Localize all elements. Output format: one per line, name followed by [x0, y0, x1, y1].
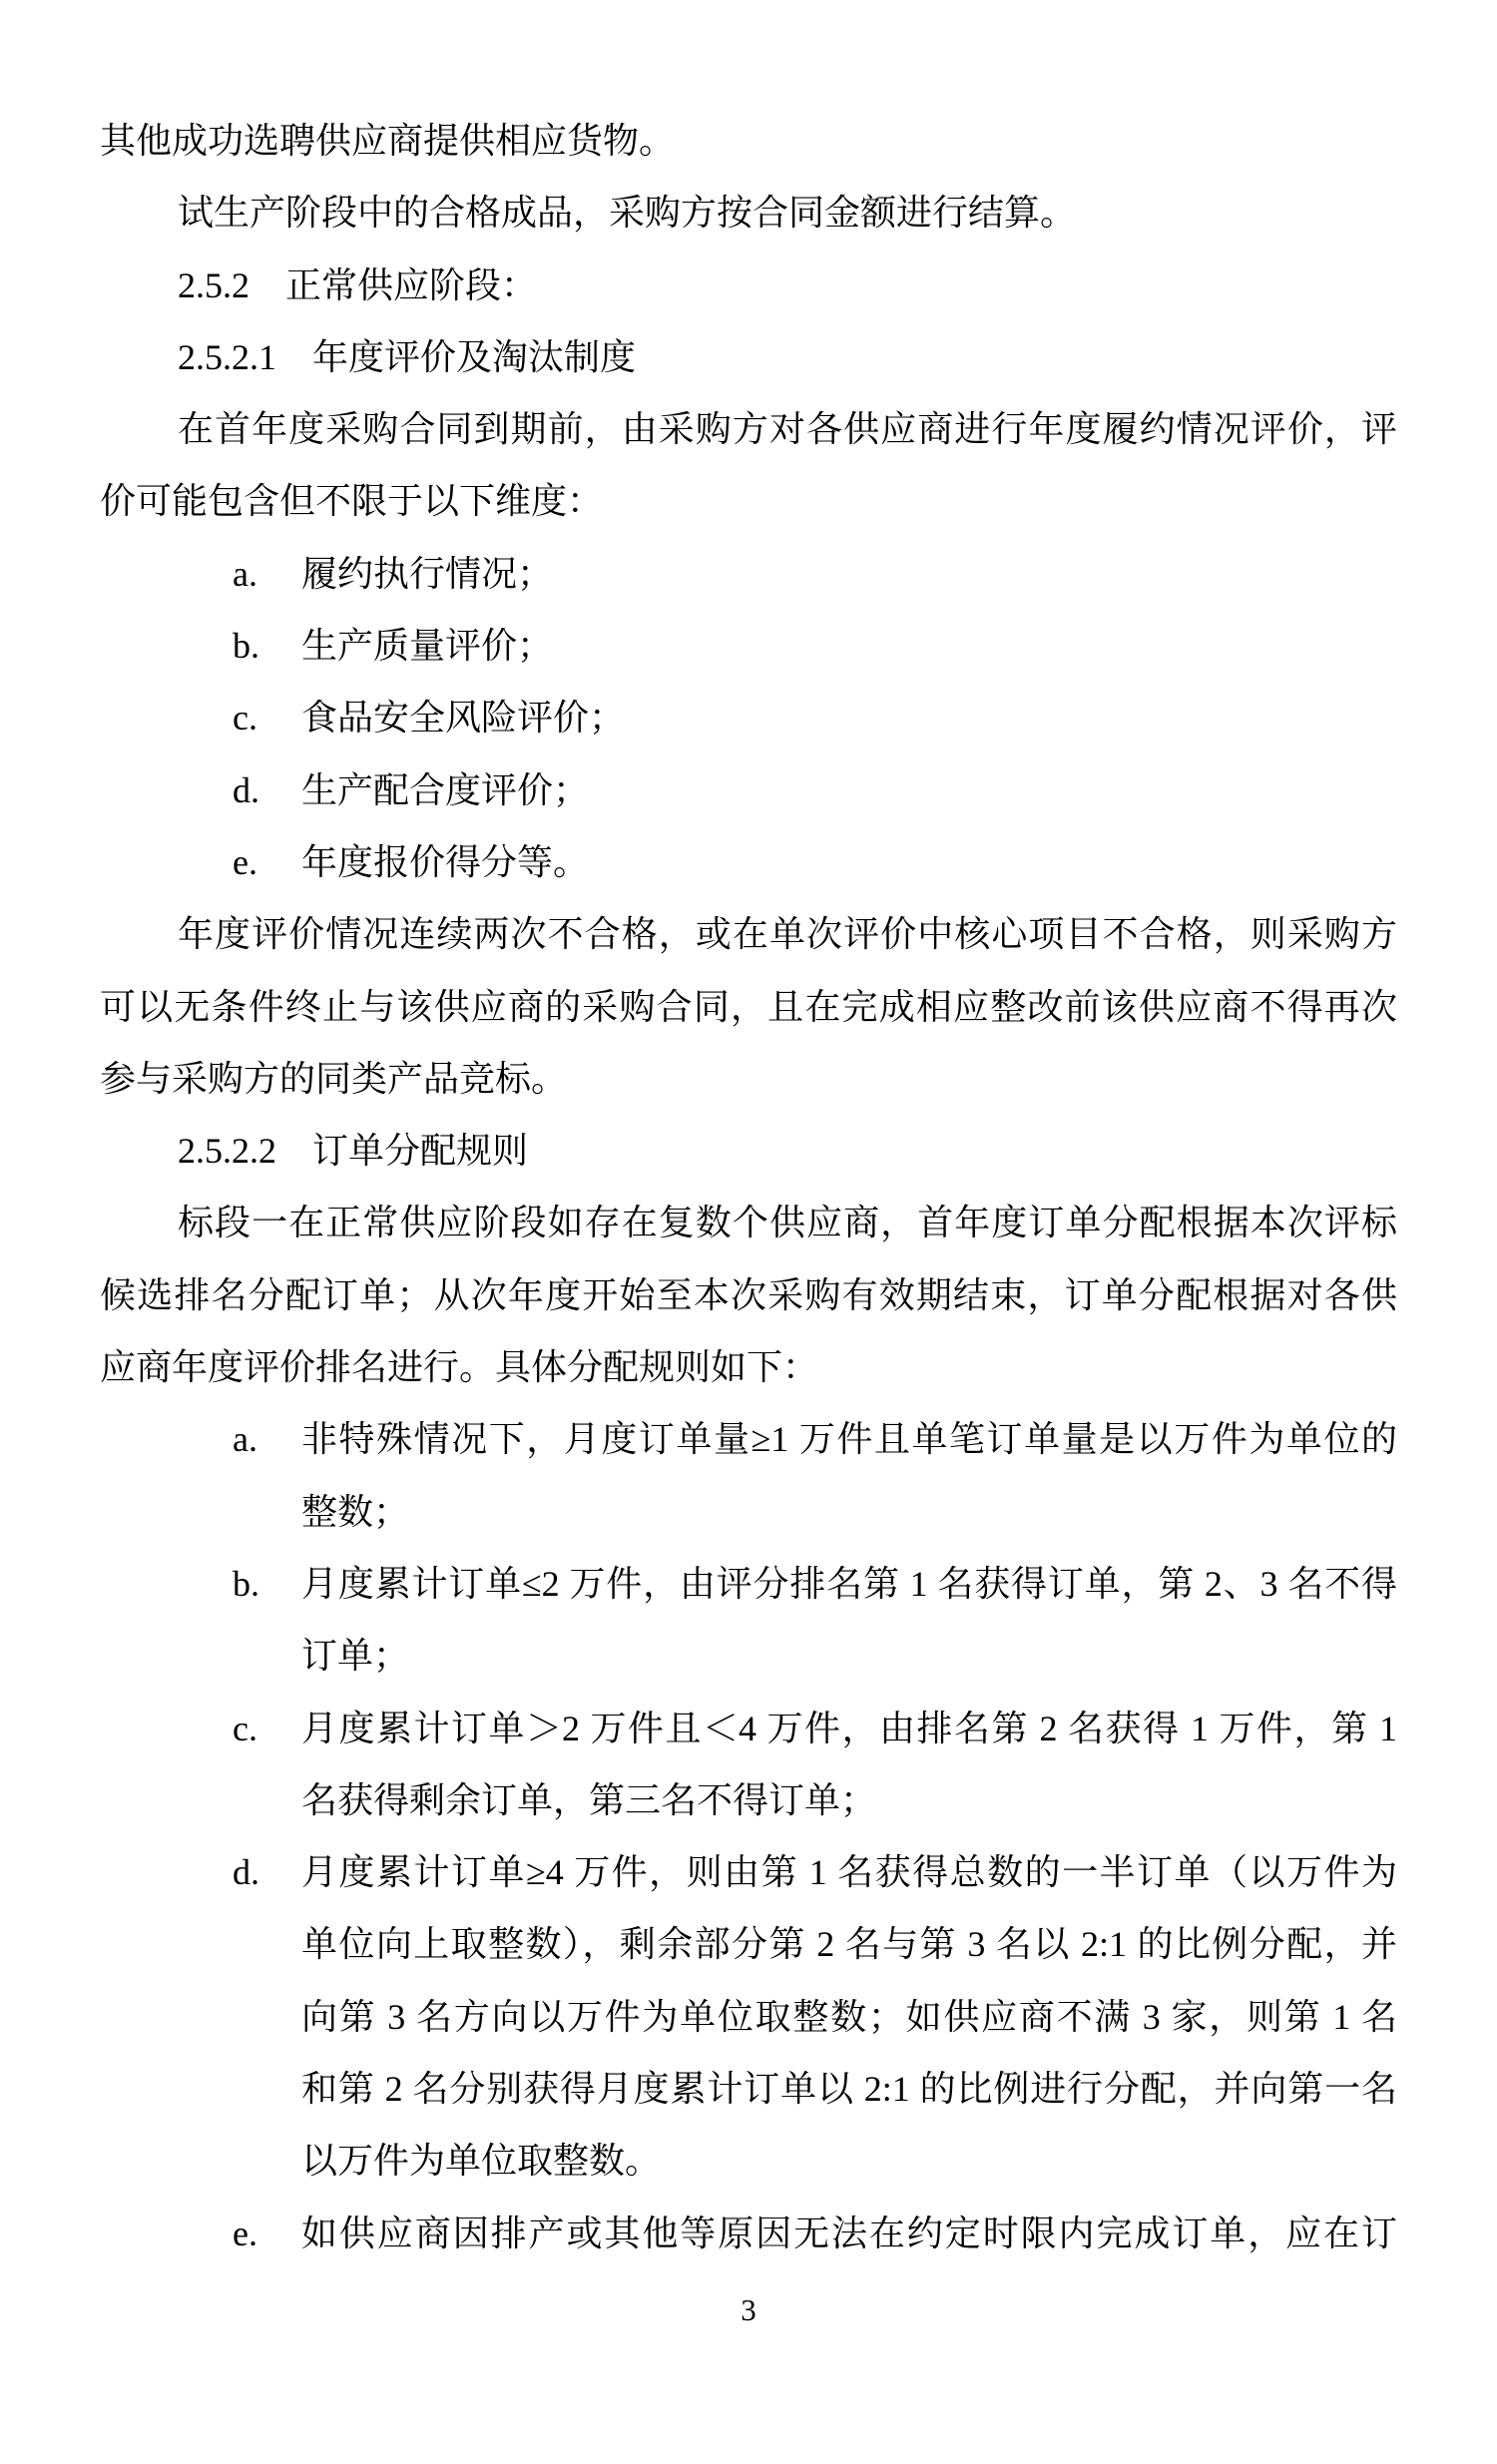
text-line — [100, 465, 1397, 537]
text-line — [100, 1331, 1397, 1403]
line-text: 月度累计订单＞2 万件且＜4 万件，由排名第 2 名获得 1 万件，第 1 — [301, 1708, 1397, 1748]
line-text: 单位向上取整数），剩余部分第 2 名与第 3 名以 2:1 的比例分配，并 — [301, 1924, 1397, 1965]
list-marker: b. — [233, 626, 259, 667]
list-marker: a. — [233, 553, 257, 594]
text-line — [100, 1187, 1397, 1258]
list-item-continuation — [100, 1620, 1397, 1692]
list-item-continuation — [100, 1764, 1397, 1836]
line-text: 订单； — [301, 1636, 410, 1677]
line-text: 年度报价得分等。 — [301, 841, 590, 882]
text-line — [100, 1259, 1397, 1331]
list-item — [100, 610, 1397, 682]
list-marker: c. — [233, 1708, 257, 1748]
text-line — [100, 971, 1397, 1043]
line-text: 2.5.2.1 年度评价及淘汰制度 — [178, 336, 637, 377]
line-text: 2.5.2 正常供应阶段： — [178, 264, 538, 305]
list-item-continuation — [100, 1476, 1397, 1548]
line-text: 以万件为单位取整数。 — [301, 2141, 662, 2182]
line-text: 年度评价情况连续两次不合格，或在单次评价中核心项目不合格，则采购方 — [178, 914, 1397, 955]
list-item — [100, 2198, 1397, 2269]
line-text: 候选排名分配订单；从次年度开始至本次采购有效期结束，订单分配根据对各供 — [100, 1274, 1397, 1315]
list-marker: b. — [233, 1563, 259, 1604]
list-item — [100, 754, 1397, 826]
list-item — [100, 1403, 1397, 1475]
list-marker: e. — [233, 2213, 257, 2253]
line-text: 生产配合度评价； — [301, 769, 590, 810]
list-item — [100, 682, 1397, 753]
line-text: 名获得剩余订单，第三名不得订单； — [301, 1779, 877, 1820]
section-heading — [100, 1115, 1397, 1187]
line-text: 月度累计订单≤2 万件，由评分排名第 1 名获得订单，第 2、3 名不得 — [301, 1563, 1397, 1604]
text-line — [100, 105, 1397, 177]
section-heading — [100, 321, 1397, 393]
list-item-continuation — [100, 2125, 1397, 2197]
document-body — [100, 105, 1397, 2269]
list-item-continuation — [100, 1908, 1397, 1980]
line-text: 可以无条件终止与该供应商的采购合同，且在完成相应整改前该供应商不得再次 — [100, 986, 1397, 1027]
line-text: 2.5.2.2 订单分配规则 — [178, 1131, 529, 1172]
text-line — [100, 898, 1397, 970]
list-item-continuation — [100, 1981, 1397, 2053]
list-item-continuation — [100, 2053, 1397, 2125]
list-marker: d. — [233, 769, 259, 810]
text-line — [100, 393, 1397, 465]
list-item — [100, 1836, 1397, 1908]
line-text: 非特殊情况下，月度订单量≥1 万件且单笔订单量是以万件为单位的 — [301, 1419, 1397, 1460]
line-text: 在首年度采购合同到期前，由采购方对各供应商进行年度履约情况评价，评 — [178, 409, 1397, 450]
line-text: 应商年度评价排名进行。具体分配规则如下： — [100, 1347, 819, 1388]
page-number: 3 — [741, 2292, 756, 2327]
list-marker: c. — [233, 698, 257, 739]
list-item — [100, 1548, 1397, 1620]
line-text: 价可能包含但不限于以下维度： — [100, 481, 604, 522]
line-text: 标段一在正常供应阶段如存在复数个供应商，首年度订单分配根据本次评标 — [178, 1203, 1397, 1243]
line-text: 参与采购方的同类产品竞标。 — [100, 1058, 568, 1099]
line-text: 如供应商因排产或其他等原因无法在约定时限内完成订单，应在订 — [301, 2213, 1397, 2253]
line-text: 生产质量评价； — [301, 626, 554, 667]
line-text: 整数； — [301, 1491, 410, 1532]
list-marker: d. — [233, 1852, 259, 1893]
line-text: 履约执行情况； — [301, 553, 554, 594]
line-text: 向第 3 名方向以万件为单位取整数；如供应商不满 3 家，则第 1 名 — [301, 1996, 1397, 2037]
list-item — [100, 538, 1397, 610]
line-text: 月度累计订单≥4 万件，则由第 1 名获得总数的一半订单（以万件为 — [301, 1852, 1397, 1893]
text-line — [100, 1043, 1397, 1115]
line-text: 食品安全风险评价； — [301, 698, 626, 739]
list-item — [100, 1693, 1397, 1764]
line-text: 其他成功选聘供应商提供相应货物。 — [100, 121, 676, 161]
list-item — [100, 826, 1397, 898]
line-text: 试生产阶段中的合格成品，采购方按合同金额进行结算。 — [178, 193, 1077, 234]
section-heading — [100, 249, 1397, 321]
text-line — [100, 177, 1397, 248]
list-marker: a. — [233, 1419, 257, 1460]
line-text: 和第 2 名分别获得月度累计订单以 2:1 的比例进行分配，并向第一名 — [301, 2069, 1397, 2110]
list-marker: e. — [233, 841, 257, 882]
